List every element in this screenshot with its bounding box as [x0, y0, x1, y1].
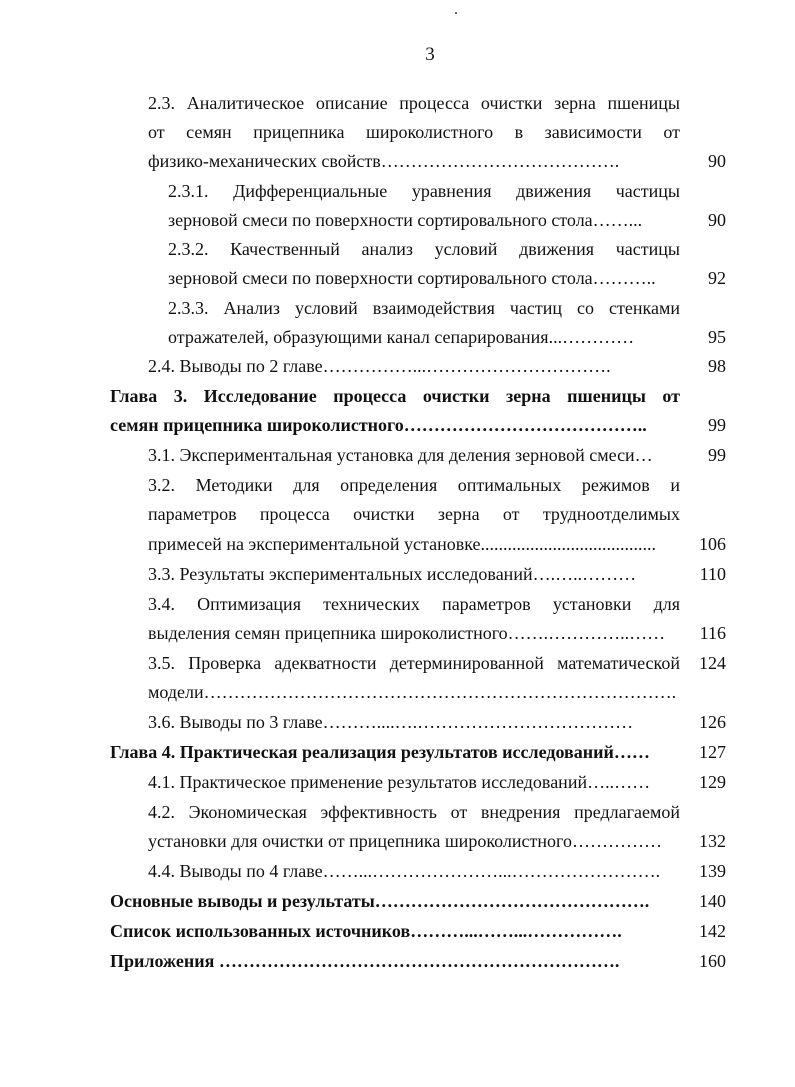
- toc-line: отражателей, образующими канал сепарирования...…………: [168, 327, 635, 347]
- toc-line: физико-механических свойств………………………………….: [148, 151, 620, 171]
- toc-page-number: 90: [708, 210, 726, 230]
- toc-line: выделения семян прицепника широколистного…….…………..……: [148, 623, 666, 643]
- toc-page-number: 95: [708, 327, 726, 347]
- toc-line: примесей на экспериментальной установке.......................................: [148, 534, 656, 554]
- toc-page-number: 140: [699, 891, 726, 911]
- toc-line: 2.3.2. Качественный анализ условий движения частицы: [168, 239, 680, 259]
- scan-mark: [455, 12, 457, 14]
- toc-line: параметров процесса очистки зерна от трудноотделимых: [148, 504, 680, 524]
- toc-page-number: 139: [699, 861, 726, 881]
- toc-line: Глава 3. Исследование процесса очистки зерна пшеницы от: [110, 386, 680, 406]
- toc-line: 3.2. Методики для определения оптимальных режимов и: [148, 475, 680, 495]
- toc-line: 3.5. Проверка адекватности детерминированной математической: [148, 653, 680, 673]
- toc-line: 4.1. Практическое применение результатов исследований…..……: [148, 772, 651, 792]
- toc-page-number: 142: [699, 921, 726, 941]
- toc-line: Основные выводы и результаты……………………………………….: [110, 891, 650, 911]
- toc-line: 3.3. Результаты экспериментальных исследований….…..………: [148, 564, 637, 584]
- toc-page-number: 99: [708, 415, 726, 435]
- toc-line: от семян прицепника широколистного в зависимости от: [148, 122, 680, 142]
- toc-line: установки для очистки от прицепника широколистного……………: [148, 831, 662, 851]
- toc-line: 4.4. Выводы по 4 главе……...…………………...…………………….: [148, 861, 661, 881]
- toc-line: Список использованных источников………...……...…………….: [110, 921, 622, 941]
- toc-page-number: 129: [699, 772, 726, 792]
- toc-line: 3.1. Экспериментальная установка для деления зерновой смеси…: [148, 445, 653, 465]
- toc-page-number: 124: [699, 653, 726, 673]
- toc-line: зерновой смеси по поверхности сортировального стола………..: [168, 268, 656, 288]
- toc-line: Приложения ………………………………………………………….: [110, 951, 620, 971]
- toc-page-number: 160: [699, 951, 726, 971]
- toc-line: зерновой смеси по поверхности сортировального стола……...: [168, 210, 643, 230]
- toc-line: модели…………………………………………………………………….: [148, 682, 676, 702]
- toc-line: 2.3. Аналитическое описание процесса очистки зерна пшеницы: [148, 93, 680, 113]
- toc-page-number: 99: [708, 445, 726, 465]
- toc-page-number: 132: [699, 831, 726, 851]
- toc-page-number: 127: [699, 742, 726, 762]
- toc-line: 3.6. Выводы по 3 главе………....….………………………………: [148, 712, 634, 732]
- toc-line: 2.4. Выводы по 2 главе……………...………………………….: [148, 356, 611, 376]
- toc-line: 2.3.3. Анализ условий взаимодействия частиц со стенками: [168, 298, 680, 318]
- toc-page-number: 106: [699, 534, 726, 554]
- toc-page-number: 90: [708, 151, 726, 171]
- toc-page-number: 126: [699, 712, 726, 732]
- toc-page-number: 92: [708, 268, 726, 288]
- toc-line: семян прицепника широколистного…………………………………..: [110, 415, 647, 435]
- toc-line: 2.3.1. Дифференциальные уравнения движения частицы: [168, 181, 680, 201]
- toc-page-number: 110: [699, 564, 726, 584]
- toc-line: Глава 4. Практическая реализация результатов исследований……: [110, 742, 650, 762]
- toc-page-number: 98: [708, 356, 726, 376]
- toc-line: 4.2. Экономическая эффективность от внедрения предлагаемой: [148, 802, 680, 822]
- page-number: 3: [425, 44, 435, 65]
- toc-page-number: 116: [699, 623, 726, 643]
- toc-line: 3.4. Оптимизация технических параметров установки для: [148, 594, 680, 614]
